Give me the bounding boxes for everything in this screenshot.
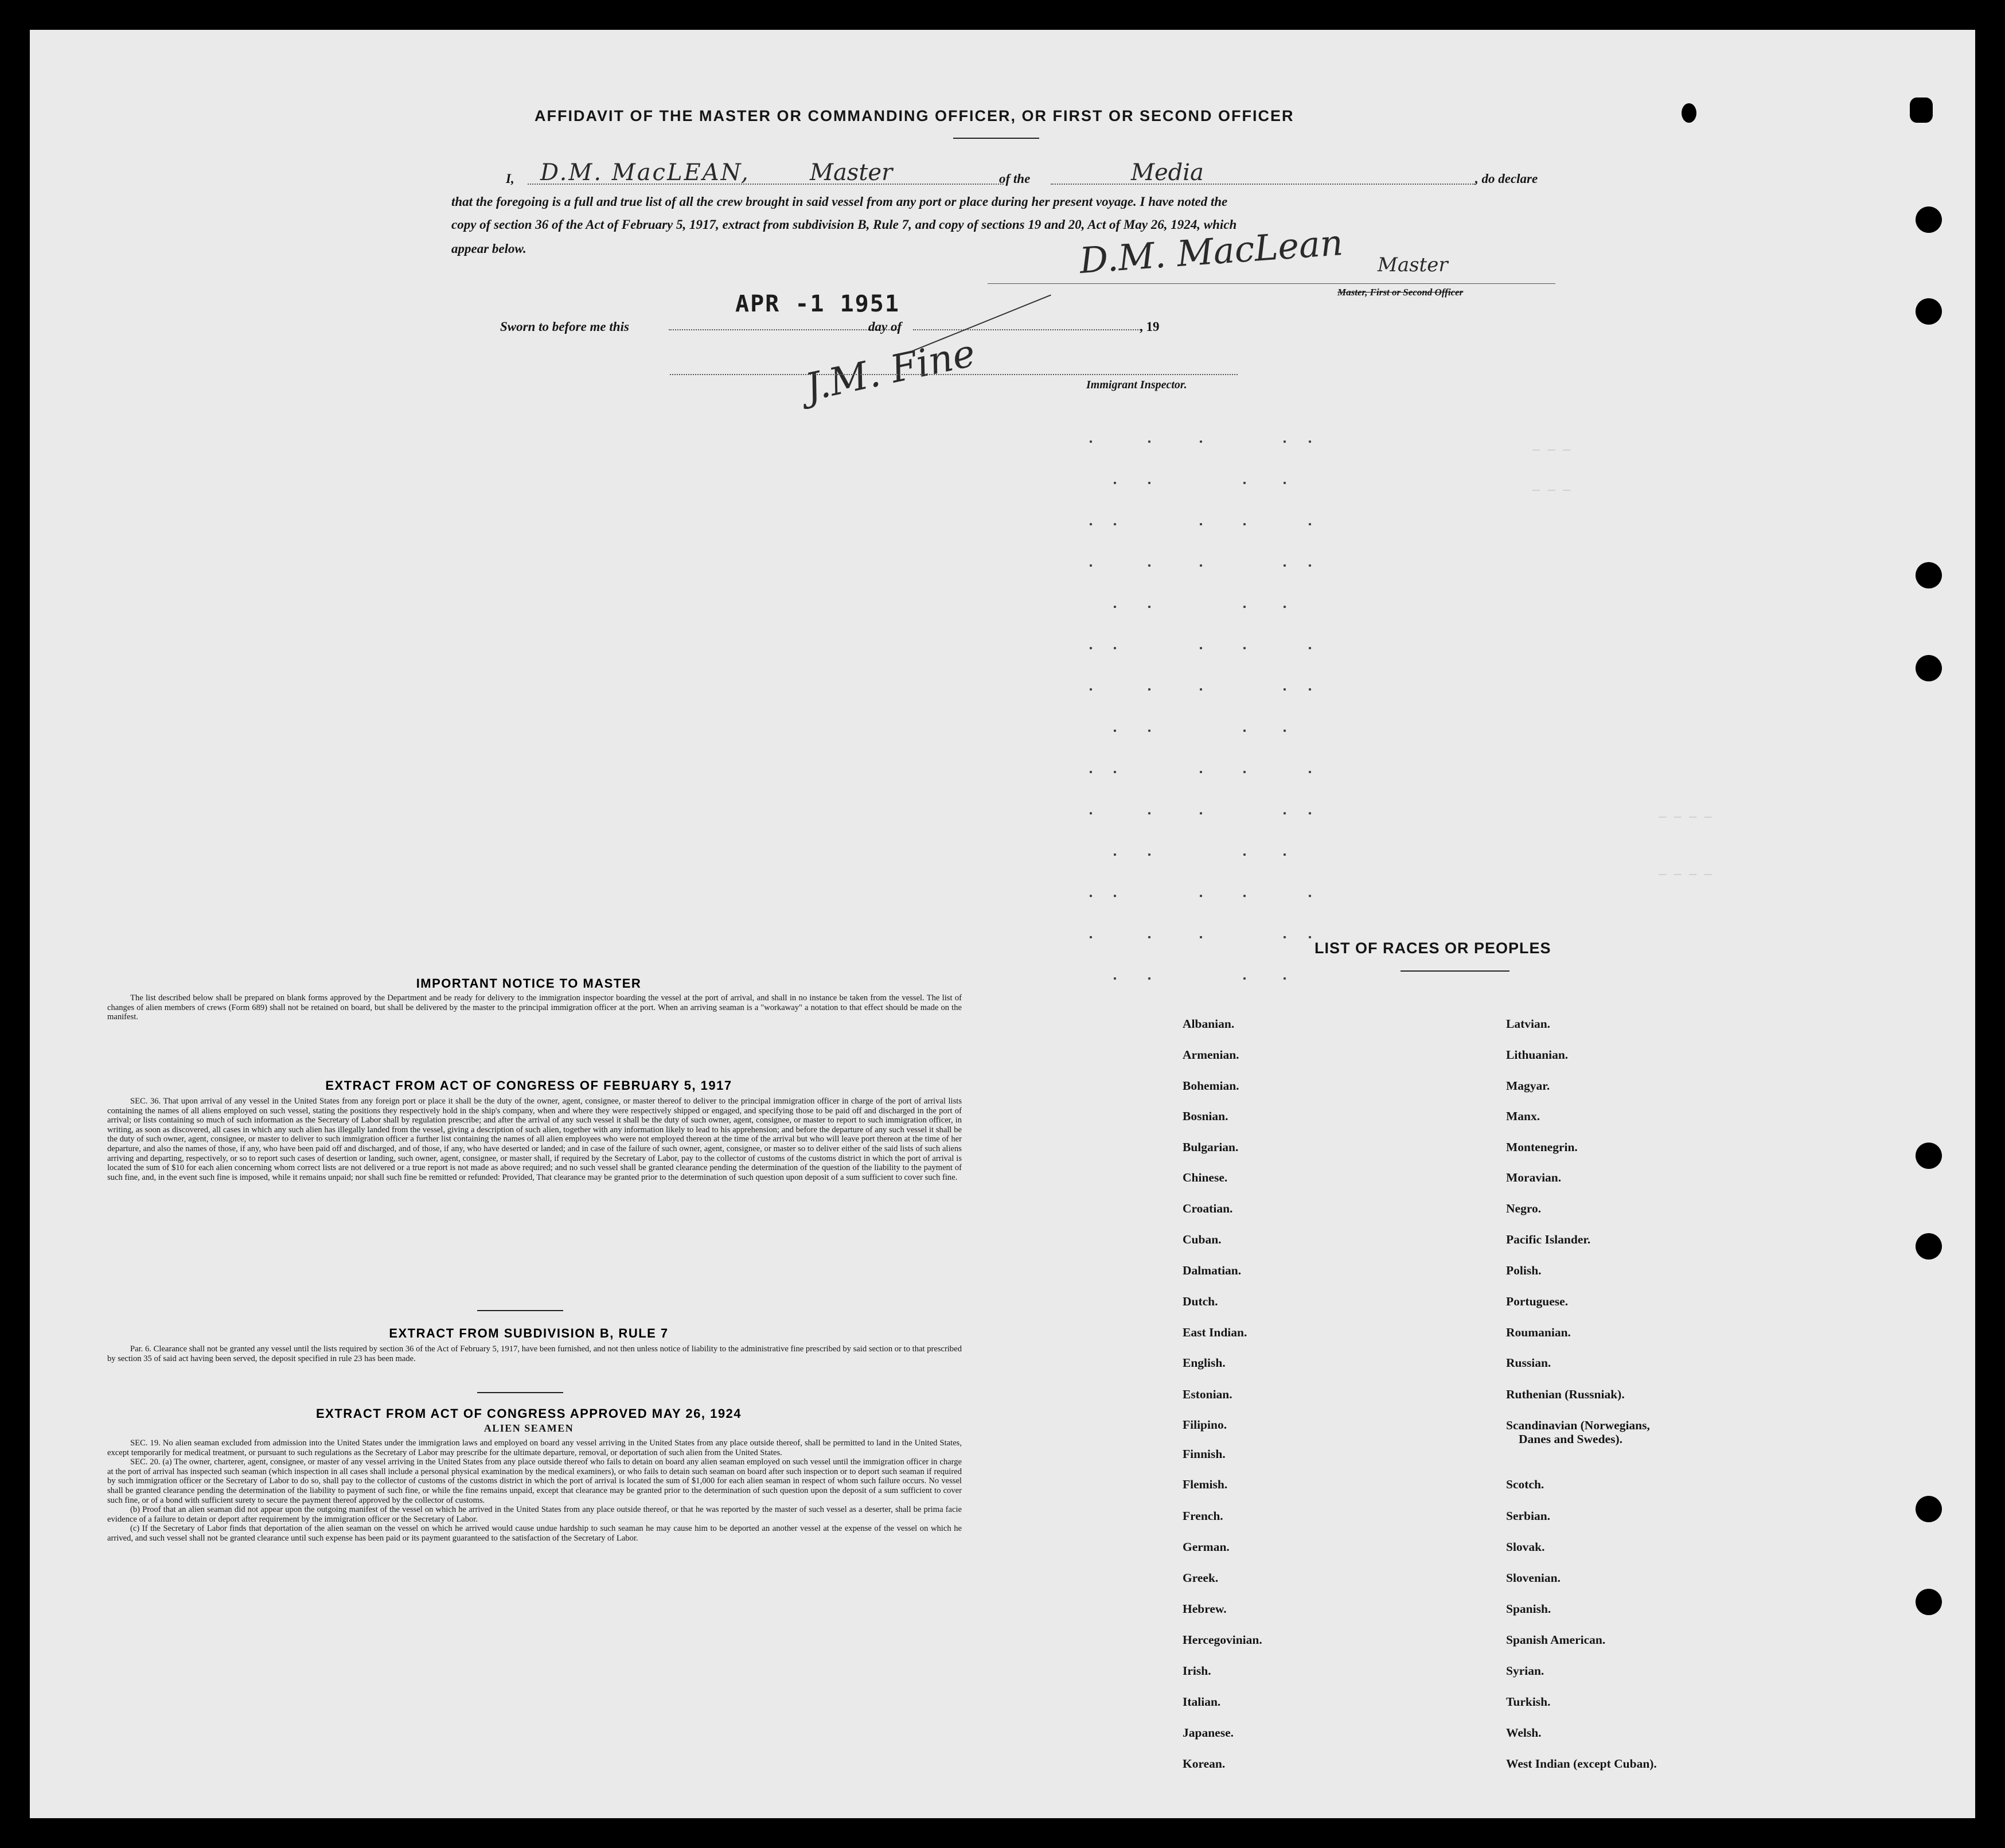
bleed-mark-4: — — — —	[1659, 867, 1712, 882]
stray-dot	[1114, 853, 1116, 856]
stray-dot	[1284, 564, 1286, 567]
race-item: Pacific Islander.	[1506, 1233, 1591, 1246]
race-item: Spanish American.	[1506, 1633, 1606, 1647]
extract-1917-body	[107, 1097, 962, 1182]
race-item: Irish.	[1183, 1664, 1211, 1678]
day-of-label: day of	[868, 319, 902, 334]
race-item: Magyar.	[1506, 1079, 1550, 1093]
race-item: Lithuanian.	[1506, 1048, 1569, 1062]
punch-hole	[1916, 562, 1942, 588]
i-label: I,	[506, 171, 514, 186]
stray-dot	[1114, 730, 1116, 732]
stray-dot	[1114, 977, 1116, 980]
stray-dot	[1284, 730, 1286, 732]
race-item: Japanese.	[1183, 1726, 1234, 1740]
stray-dot	[1284, 688, 1286, 691]
inspector-signature: J.M. Fine	[801, 330, 980, 410]
punch-hole	[1916, 1233, 1942, 1260]
stray-dot	[1200, 523, 1202, 525]
stray-dot	[1148, 812, 1150, 814]
stray-dot	[1148, 606, 1150, 608]
stray-dot	[1090, 440, 1092, 443]
master-signature: D.M. MacLean	[1078, 221, 1345, 282]
stray-dot	[1090, 936, 1092, 938]
notice-body	[107, 993, 962, 1022]
sworn-label: Sworn to before me this	[500, 319, 629, 334]
stray-dot	[1148, 688, 1150, 691]
stray-dot	[1243, 606, 1246, 608]
sec-20a-paragraph: SEC. 20. (a) The owner, charterer, agent, consignee, or master of any vessel arriving in the United States from any place outside thereof who fails to detain on board any alien seaman employed on such vessel until the immigration officer in charge at the port of arrival has inspected such seaman (which inspection in all cases shall include a personal physical examination by the medical examiners), or who fails to detain such seaman on board after such inspection or to deport such seaman if required by such immigration officer or the Secretary of Labor to do so, shall pay to the collector of customs of the customs district in which the port of arrival is located the sum of $1,000 for each alien seaman in respect of whom such failure occurs. No vessel shall be granted clearance pending the determination of the liability to payment of such fine, or while the fine remains unpaid, except that clearance may be granted prior to the determination of such question upon the deposit of a sum sufficient to cover such fine, or of a bond with sufficient surety to secure the payment thereof approved by the collector of customs.	[107, 1457, 962, 1505]
race-item: West Indian (except Cuban).	[1506, 1757, 1657, 1771]
notice-paragraph: The list described below shall be prepared on blank forms approved by the Department and be ready for delivery to the immigration inspector boarding the vessel at the port of arrival, and shall in no instance be taken from the vessel. The list of changes of alien members of crews (Form 689) shall not be retained on board, but shall be delivered by the master to the principal immigration officer at the port. When an arriving seaman is a "workaway" a notation to that effect should be made on the manifest.	[107, 993, 962, 1022]
alien-seamen-subtitle: ALIEN SEAMEN	[483, 1422, 574, 1434]
stray-dot	[1090, 895, 1092, 897]
pen-stroke	[912, 294, 1051, 351]
section-rule-1	[477, 1310, 563, 1311]
race-item: Armenian.	[1183, 1048, 1239, 1062]
extract-1924-body	[107, 1438, 962, 1543]
race-item: English.	[1183, 1356, 1226, 1370]
stray-dot	[1090, 523, 1092, 525]
stray-dot	[1148, 977, 1150, 980]
vessel-name: Media	[1131, 159, 1204, 186]
stray-dot	[1200, 688, 1202, 691]
stray-dot	[1284, 606, 1286, 608]
punch-hole	[1916, 298, 1942, 325]
stray-dot	[1114, 523, 1116, 525]
stray-dot	[1148, 936, 1150, 938]
race-item: Scotch.	[1506, 1477, 1544, 1491]
stray-dot	[1243, 482, 1246, 484]
inspector-caption: Immigrant Inspector.	[1086, 379, 1187, 391]
race-item: Croatian.	[1183, 1202, 1233, 1215]
race-item: Welsh.	[1506, 1726, 1542, 1740]
stray-dot	[1243, 895, 1246, 897]
stray-dot	[1200, 440, 1202, 443]
extract-1917-title: EXTRACT FROM ACT OF CONGRESS OF FEBRUARY 5, 1917	[325, 1078, 732, 1093]
stray-dot	[1284, 482, 1286, 484]
race-item: Albanian.	[1183, 1017, 1235, 1031]
stray-dot	[1200, 812, 1202, 814]
year-prefix: , 19	[1140, 319, 1160, 334]
race-item: Hercegovinian.	[1183, 1633, 1262, 1647]
sworn-day-line	[669, 329, 898, 330]
ink-mark	[1910, 98, 1933, 123]
stray-dot	[1309, 647, 1311, 649]
race-item: Hebrew.	[1183, 1602, 1227, 1616]
stray-dot	[1200, 564, 1202, 567]
stray-dot	[1090, 647, 1092, 649]
vessel-line	[1051, 184, 1475, 185]
inspector-line	[670, 374, 1238, 375]
stray-dot	[1243, 853, 1246, 856]
extract-rule7-body	[107, 1344, 962, 1363]
race-item: Korean.	[1183, 1757, 1226, 1771]
stray-dot	[1243, 771, 1246, 773]
signature-caption: Master, First or Second Officer	[1337, 287, 1464, 298]
month-line	[913, 329, 1142, 330]
race-item: Spanish.	[1506, 1602, 1551, 1616]
race-item: Manx.	[1506, 1109, 1540, 1123]
race-item: Bohemian.	[1183, 1079, 1239, 1093]
affidavit-title: AFFIDAVIT OF THE MASTER OR COMMANDING OFFICER, OR FIRST OR SECOND OFFICER	[535, 107, 1294, 124]
stray-dot	[1200, 936, 1202, 938]
bleed-mark-1: — — —	[1532, 443, 1571, 457]
declaration-line-4: appear below.	[451, 241, 526, 256]
date-stamp: APR -1 1951	[735, 291, 900, 317]
stray-dot	[1243, 730, 1246, 732]
stray-dot	[1148, 853, 1150, 856]
race-item: Turkish.	[1506, 1695, 1551, 1709]
stray-dot	[1309, 936, 1311, 938]
race-item: Roumanian.	[1506, 1325, 1571, 1339]
race-item: Negro.	[1506, 1202, 1542, 1215]
document-page	[30, 30, 1975, 1818]
race-item: Estonian.	[1183, 1387, 1232, 1401]
stray-dot	[1114, 606, 1116, 608]
stray-dot	[1200, 771, 1202, 773]
stray-dot	[1114, 482, 1116, 484]
punch-hole	[1916, 1496, 1942, 1522]
bleed-mark-2: — — —	[1532, 483, 1571, 497]
race-item: Dutch.	[1183, 1295, 1218, 1308]
race-item: Montenegrin.	[1506, 1140, 1578, 1154]
signature-line	[988, 283, 1555, 284]
do-declare-label: , do declare	[1475, 171, 1538, 186]
races-title-rule	[1401, 970, 1509, 972]
stray-dot	[1114, 771, 1116, 773]
stray-dot	[1148, 482, 1150, 484]
sec-20c-paragraph: (c) If the Secretary of Labor finds that deportation of the alien seaman on the vessel on which he arrived would cause undue hardship to such seaman he may cause him to be deported an another vessel at the expense of the vessel on which he arrived, and such vessel shall not be granted clearance until such expense has been paid or its payment guaranteed to the satisfaction of the Secretary of Labor.	[107, 1524, 962, 1543]
race-item: German.	[1183, 1540, 1230, 1554]
stray-dot	[1284, 977, 1286, 980]
notice-title: IMPORTANT NOTICE TO MASTER	[416, 976, 642, 991]
punch-hole	[1916, 1143, 1942, 1169]
sec-36-paragraph: SEC. 36. That upon arrival of any vessel in the United States from any foreign port or place it shall be the duty of the owner, agent, consignee, or master thereof to deliver to the principal immigration officer in charge of the port of arrival lists containing the names of all aliens employed on such vessel, stating the positions they respectively hold in the ship's company, when and where they were respectively shipped or engaged, and specifying those to be paid off and discharged in the port of arrival; or lists containing so much of such information as the Secretary of Labor shall by regulation prescribe; and after the arrival of any such vessel it shall be the duty of such owner, agent, consignee, or master to report to such immigration officer, in writing, as soon as discovered, all cases in which any such alien has illegally landed from the vessel, giving a description of such alien, together with any information likely to lead to his apprehension; and before the departure of any such vessel it shall be the duty of such owner, agent, consignee, or master to deliver to such immigration officer a further list containing the names of all alien employees who were not employed thereon at the time of the arrival but who will leave port thereon at the time of her departure, and also the names of those, if any, who have been paid off and discharged, and of those, if any, who have deserted or landed; and in case of the failure of such owner, agent, consignee, or master so to deliver either of the said lists of such aliens arriving and departing, respectively, or so to report such cases of desertion or landing, such owner, agent, consignee, or master shall, if required by the Secretary of Labor, pay to the collector of customs of the customs district in which the port of arrival is located the sum of $10 for each alien concerning whom correct lists are not delivered or a true report is not made as above required; and no such vessel shall be granted clearance pending the determination of the question of the liability to the payment of such fine, and, in the event such fine is imposed, while it remains unpaid; nor shall such fine be remitted or refunded: Provided, That clearance may be granted prior to the determination of such question upon deposit of a sum sufficient to cover such fine.	[107, 1097, 962, 1182]
stray-dot	[1148, 440, 1150, 443]
of-the-label: of the	[999, 171, 1031, 186]
ink-mark	[1682, 103, 1696, 123]
race-item: Serbian.	[1506, 1509, 1551, 1523]
race-item: Syrian.	[1506, 1664, 1544, 1678]
race-item: Scandinavian (Norwegians,	[1506, 1418, 1650, 1432]
race-item: Danes and Swedes).	[1519, 1432, 1622, 1446]
race-item: Moravian.	[1506, 1171, 1562, 1184]
master-name: D.M. MacLEAN,	[540, 159, 750, 186]
stray-dot	[1284, 853, 1286, 856]
race-item: Russian.	[1506, 1356, 1551, 1370]
bleed-mark-3: — — — —	[1659, 810, 1712, 824]
race-item: Polish.	[1506, 1264, 1542, 1277]
stray-dot	[1243, 977, 1246, 980]
stray-dot	[1243, 647, 1246, 649]
stray-dot	[1200, 895, 1202, 897]
race-item: Portuguese.	[1506, 1295, 1569, 1308]
stray-dot	[1309, 771, 1311, 773]
stray-dot	[1148, 564, 1150, 567]
race-item: Slovenian.	[1506, 1571, 1561, 1585]
races-title: LIST OF RACES OR PEOPLES	[1314, 939, 1551, 957]
stray-dot	[1114, 895, 1116, 897]
race-item: Slovak.	[1506, 1540, 1545, 1554]
punch-hole	[1916, 655, 1942, 681]
race-item: Bulgarian.	[1183, 1140, 1239, 1154]
extract-1924-title: EXTRACT FROM ACT OF CONGRESS APPROVED MAY 26, 1924	[315, 1406, 742, 1421]
stray-dot	[1090, 564, 1092, 567]
sec-19-paragraph: SEC. 19. No alien seaman excluded from admission into the United States under the immigration laws and employed on board any vessel arriving in the United States from any place outside thereof, shall be permitted to land in the United States, except temporarily for medical treatment, or pursuant to such regulations as the Secretary of Labor may prescribe for the ultimate departure, removal, or deportation of such alien from the United States.	[107, 1438, 962, 1457]
race-item: French.	[1183, 1509, 1223, 1523]
signature-title: Master	[1378, 254, 1448, 276]
stray-dot	[1200, 647, 1202, 649]
stray-dot	[1309, 523, 1311, 525]
declaration-line-2: that the foregoing is a full and true list of all the crew brought in said vessel from any port or place during her present voyage. I have noted the	[451, 194, 1228, 209]
master-rank: Master	[810, 159, 893, 186]
section-rule-2	[477, 1392, 563, 1393]
stray-dot	[1284, 440, 1286, 443]
stray-dot	[1309, 564, 1311, 567]
declaration-line-3: copy of section 36 of the Act of February 5, 1917, extract from subdivision B, Rule 7, and copy of sections 19 and 20, Act of May 26, 1924, which	[451, 217, 1237, 232]
race-item: Greek.	[1183, 1571, 1219, 1585]
race-item: Italian.	[1183, 1695, 1221, 1709]
stray-dot	[1090, 688, 1092, 691]
stray-dot	[1090, 812, 1092, 814]
punch-hole	[1916, 206, 1942, 233]
race-item: Latvian.	[1506, 1017, 1551, 1031]
race-item: East Indian.	[1183, 1325, 1247, 1339]
sec-20b-paragraph: (b) Proof that an alien seaman did not appear upon the outgoing manifest of the vessel on which he arrived in the United States from any place outside thereof, or that he was reported by the master of such vessel as a deserter, shall be prima facie evidence of a failure to detain or deport after requirement by the immigration officer or the Secretary of Labor.	[107, 1505, 962, 1524]
race-item: Bosnian.	[1183, 1109, 1228, 1123]
punch-hole	[1916, 1589, 1942, 1615]
stray-dot	[1309, 688, 1311, 691]
race-item: Chinese.	[1183, 1171, 1228, 1184]
stray-dot	[1309, 812, 1311, 814]
title-rule	[953, 138, 1039, 139]
race-item: Filipino.	[1183, 1418, 1227, 1432]
stray-dot	[1309, 440, 1311, 443]
stray-dot	[1309, 895, 1311, 897]
stray-dot	[1284, 936, 1286, 938]
stray-dot	[1148, 730, 1150, 732]
race-item: Finnish.	[1183, 1447, 1226, 1461]
par-6-paragraph: Par. 6. Clearance shall not be granted any vessel until the lists required by section 36 of the Act of February 5, 1917, have been furnished, and not then unless notice of liability to the administrative fine prescribed by said section or to that prescribed by section 35 of said act having been served, the deposit specified in rule 23 has been made.	[107, 1344, 962, 1363]
stray-dot	[1114, 647, 1116, 649]
stray-dot	[1090, 771, 1092, 773]
race-item: Cuban.	[1183, 1233, 1222, 1246]
race-item: Flemish.	[1183, 1477, 1228, 1491]
stray-dot	[1284, 812, 1286, 814]
extract-rule7-title: EXTRACT FROM SUBDIVISION B, RULE 7	[389, 1326, 669, 1340]
stray-dot	[1243, 523, 1246, 525]
race-item: Dalmatian.	[1183, 1264, 1242, 1277]
race-item: Ruthenian (Russniak).	[1506, 1387, 1625, 1401]
